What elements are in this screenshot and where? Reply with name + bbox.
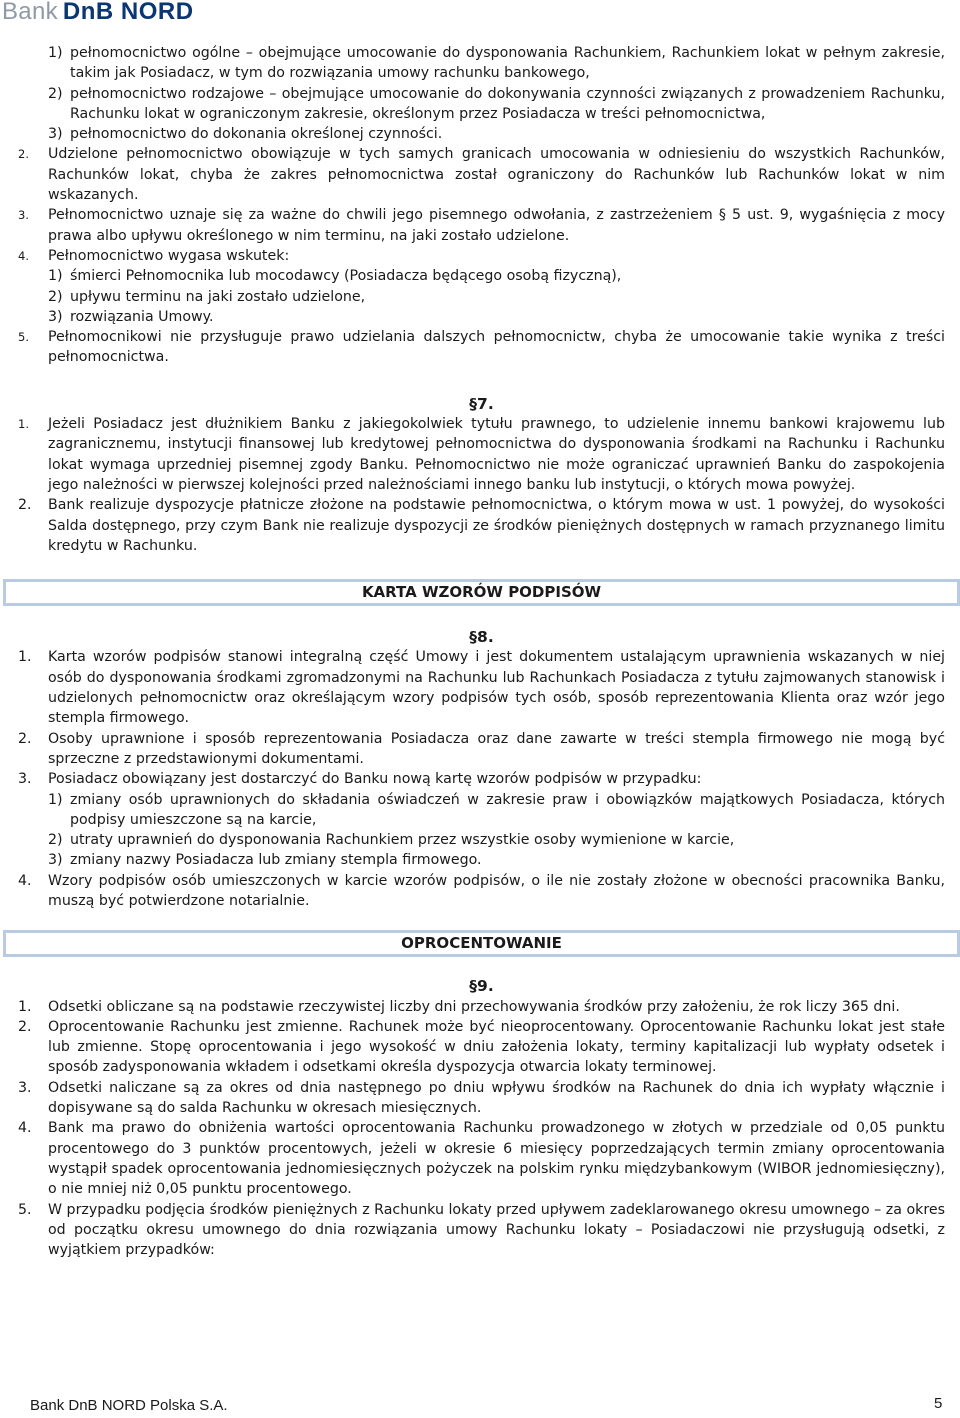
list-item: 1. Odsetki obliczane są na podstawie rzeczywistej liczby dni przechowywania środków przy założeniu, że rok liczy 365 dni. xyxy=(18,998,900,1015)
list-item: 3) pełnomocnictwo do dokonania określonej czynności. xyxy=(48,126,443,143)
bank-logo xyxy=(2,2,194,26)
list-item: 2) pełnomocnictwo rodzajowe – obejmujące umocowanie do dokonywania czynności związanych z prowadzeniem Rachunku, Rachunku lokat w ograniczonym zakresie, określonym przez Posiadacza w treści pełnomocnictwa, xyxy=(48,85,945,122)
list-item: 3. Pełnomocnictwo uznaje się za ważne do chwili jego pisemnego odwołania, z zastrzeżeniem § 5 ust. 9, wygaśnięcia z mocy prawa albo upływu określonego w nim terminu, na jaki zostało udzielone. xyxy=(18,207,945,244)
list-item: 2. Udzielone pełnomocnictwo obowiązuje w tych samych granicach umocowania w odniesieniu do wszystkich Rachunków, Rachunków lokat, chyba że zakres pełnomocnictwa został ograniczony do Rachunków lub Rachunków lokat w nim wskazanych. xyxy=(18,146,945,204)
list-item: 5. W przypadku podjęcia środków pieniężnych z Rachunku lokaty przed upływem zadeklarowanego okresu umownego – za okres od początku okresu umownego do dnia rozwiązania umowy Rachunku lokaty – Posiadaczowi nie przysługują odsetki, z wyjątkiem przypadków: xyxy=(18,1201,945,1259)
section-title-box-oprocentowanie: OPROCENTOWANIE xyxy=(3,930,960,957)
document-body xyxy=(18,43,945,1260)
list-item: 1. Jeżeli Posiadacz jest dłużnikiem Banku z jakiegokolwiek tytułu prawnego, to udzielenie innemu bankowi krajowemu lub zagranicznemu, instytucji finansowej lub kredytowej pełnomocnictwa do dysponowania środkami na Rachunku i Rachunku lokat wymaga uprzedniej pisemnej zgody Banku. Pełnomocnictwo nie może ograniczać uprawnień Banku do zaspokojenia jego należności w pierwszej kolejności przed należnościami innego banku lub instytucji, o których mowa powyżej. xyxy=(18,416,945,493)
list-item: 3) rozwiązania Umowy. xyxy=(48,308,214,325)
list-item: 2. Osoby uprawnione i sposób reprezentowania Posiadacza oraz dane zawarte w treści stempla firmowego nie mogą być sprzeczne z przedstawionymi dokumentami. xyxy=(18,730,945,767)
list-item: 4. Bank ma prawo do obniżenia wartości oprocentowania Rachunku prowadzonego w złotych w przedziale od 0,05 punktu procentowego do 3 punktów procentowych, jeżeli w okresie 6 miesięcy poprzedzających termin zmiany oprocentowania wystąpił spadek oprocentowania jednomiesięcznych pożyczek na polskim rynku międzybankowym (WIBOR jednomiesięczny), o nie mniej niż 0,05 punktu procentowego. xyxy=(18,1120,945,1198)
list-item: 3. Odsetki naliczane są za okres od dnia następnego po dniu wpływu środków na Rachunek do dnia ich wypłaty włącznie i dopisywane są do salda Rachunku w okresach miesięcznych. xyxy=(18,1079,945,1117)
list-item: 2) upływu terminu na jaki zostało udzielone, xyxy=(48,288,366,305)
list-item: 5. Pełnomocnikowi nie przysługuje prawo udzielania dalszych pełnomocnictw, chyba że umocowanie takie wynika z treści pełnomocnictwa. xyxy=(18,329,945,366)
list-item: 1) pełnomocnictwo ogólne – obejmujące umocowanie do dysponowania Rachunkiem, Rachunkiem lokat w pełnym zakresie, takim jak Posiadacz, w tym do rozwiązania umowy rachunku bankowego, xyxy=(48,45,945,82)
page-number: 5 xyxy=(934,1395,943,1412)
list-item: 2. Oprocentowanie Rachunku jest zmienne. Rachunek może być nieoprocentowany. Oprocentowanie Rachunku lokat jest stałe lub zmienne. Stopę oprocentowania i jego wysokość w dniu założenia lokaty, terminy kapitalizacji lub wypłaty odsetek i sposób zadysponowania wkładem i odsetkami określa dyspozycja otwarcia lokaty terminowej. xyxy=(18,1018,945,1076)
section8-heading: §8. xyxy=(469,628,494,647)
section-title-box-karta: KARTA WZORÓW PODPISÓW xyxy=(3,579,960,606)
list-item: 3. Posiadacz obowiązany jest dostarczyć do Banku nową kartę wzorów podpisów w przypadku: xyxy=(18,771,702,788)
logo-bank-text: Bank xyxy=(2,0,58,25)
list-item: 1) zmiany osób uprawnionych do składania oświadczeń w zakresie praw i obowiązków majątkowych Posiadacza, których podpisy umieszczone są na karcie, xyxy=(48,791,945,828)
footer-company: Bank DnB NORD Polska S.A. xyxy=(30,1397,228,1414)
list-item: 3) zmiany nazwy Posiadacza lub zmiany stempla firmowego. xyxy=(48,852,482,869)
logo-dnb-text: DnB NORD xyxy=(62,0,194,25)
s6-item1-list xyxy=(18,43,945,144)
section7-heading: §7. xyxy=(469,394,494,413)
list-item: 1) śmierci Pełnomocnika lub mocodawcy (Posiadacza będącego osobą fizyczną), xyxy=(48,268,622,285)
list-item: 2. Bank realizuje dyspozycje płatnicze złożone na podstawie pełnomocnictwa, o którym mowa w ust. 1 powyżej, do wysokości Salda dostępnego, przy czym Bank nie realizuje dyspozycji ze środków pieniężnych dostępnych w ramach przyznanego limitu kredytu w Rachunku. xyxy=(18,497,945,554)
list-item: 2) utraty uprawnień do dysponowania Rachunkiem przez wszystkie osoby wymienione w karcie, xyxy=(48,832,735,849)
list-item: 4. Pełnomocnictwo wygasa wskutek: xyxy=(18,247,290,264)
list-item: 1. Karta wzorów podpisów stanowi integralną część Umowy i jest dokumentem ustalającym uprawnienia wskazanych w niej osób do dysponowania środkami zgromadzonymi na Rachunku lub Rachunkach Posiadacza z tytułu zajmowanych stanowisk i udzielonych pełnomocnictw oraz określającym wzory podpisów tych osób, sposób reprezentowania Klienta oraz wzór jego stempla firmowego. xyxy=(18,649,945,727)
list-item: 4. Wzory podpisów osób umieszczonych w karcie wzorów podpisów, o ile nie zostały złożone w obecności pracownika Banku, muszą być potwierdzone notarialnie. xyxy=(18,872,945,909)
section9-heading: §9. xyxy=(469,977,494,996)
